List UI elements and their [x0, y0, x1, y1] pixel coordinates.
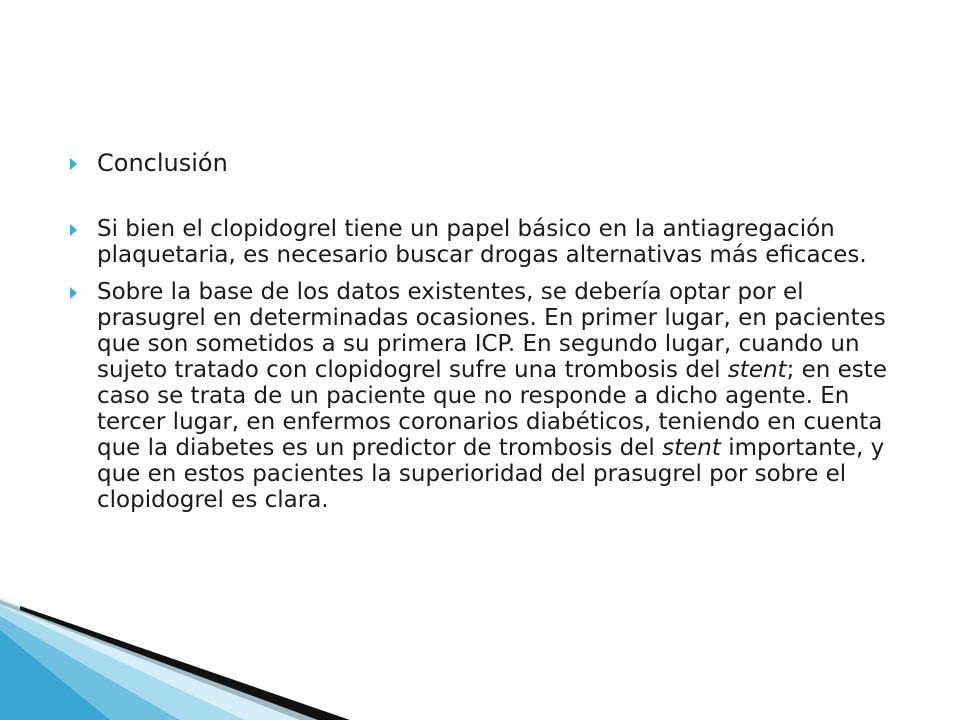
bullet-text-italic: stent: [727, 357, 787, 383]
bullet-arrow-icon: [70, 158, 77, 170]
bullet-text: Conclusión: [97, 149, 228, 177]
bullet-text: ; en este caso se trata de un paciente que no responde a dicho agente. En tercer lugar, en enfermos coronarios diabéticos, teniendo en cuenta que la diabetes es un predictor de trombosis del: [97, 357, 887, 461]
bullet-item-conclusion: [68, 150, 898, 176]
bullet-text: Si bien el clopidogrel tiene un papel básico en la antiagregación plaquetaria, es necesario buscar drogas alternativas más eficaces.: [97, 216, 867, 268]
bullet-text-italic: stent: [662, 435, 721, 461]
bullet-arrow-icon: [70, 287, 77, 299]
bullet-text: importante, y que en estos pacientes la superioridad del prasugrel por sobre el clopidogrel es clara.: [97, 435, 885, 513]
bullet-item-prasugrel: [68, 279, 898, 513]
bullet-item-clopidogrel: [68, 216, 898, 268]
bullet-list: [68, 150, 898, 513]
bullet-text: Sobre la base de los datos existentes, se debería optar por el prasugrel en determinadas ocasiones. En primer lugar, en pacientes que son sometidos a su primera ICP. En segundo lugar, cuando un sujeto tratado con clopidogrel sufre una trombosis del: [97, 279, 886, 383]
bullet-arrow-icon: [70, 224, 77, 236]
